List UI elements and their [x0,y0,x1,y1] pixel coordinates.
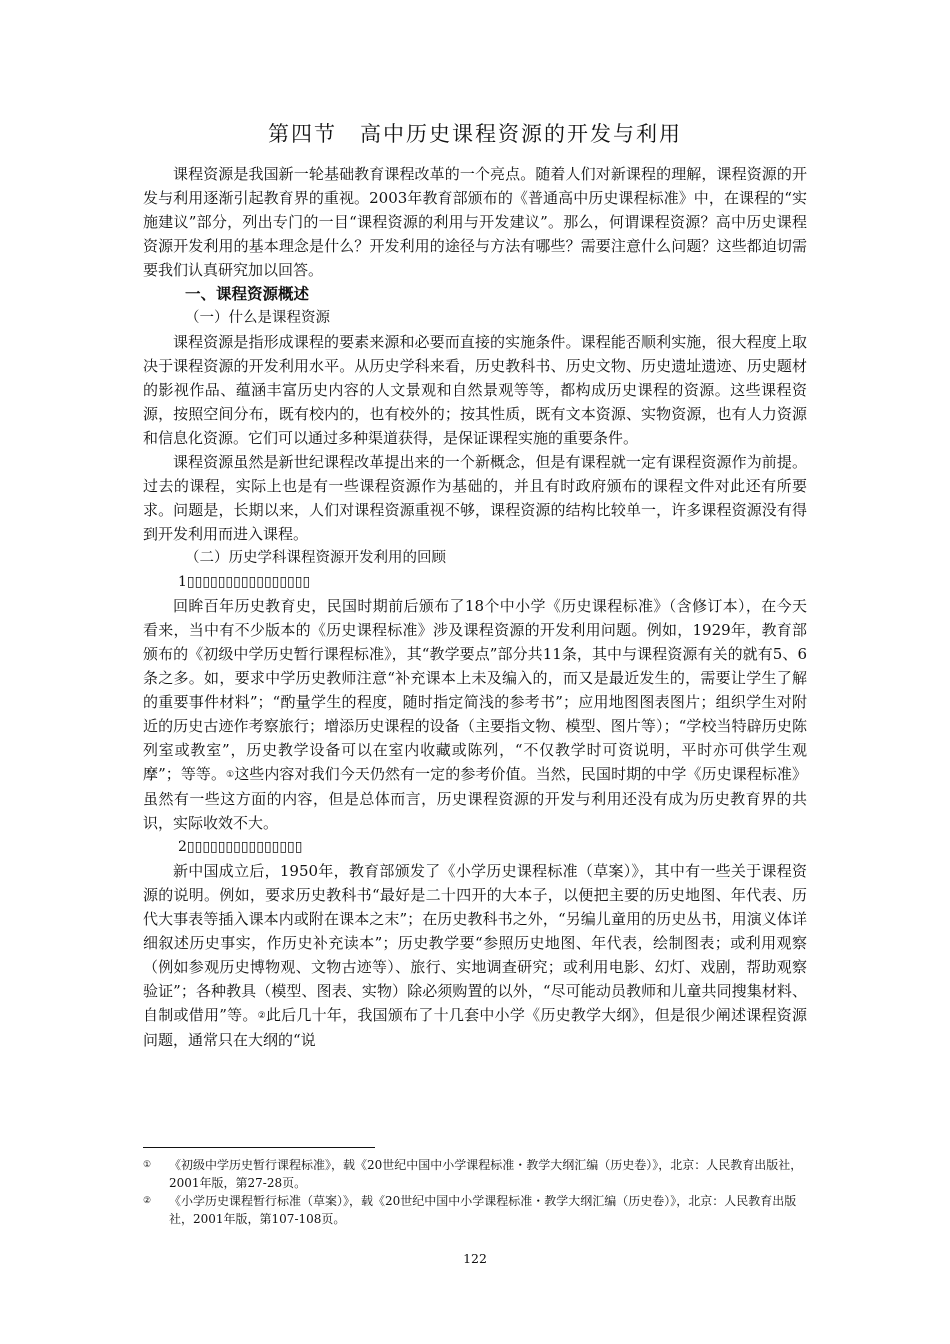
footnote-2-text: 《小学历史课程暂行标准（草案）》，载《20世纪中国中小学课程标准・教学大纲汇编（历史卷）》，北京：人民教育出版社，2001年版，第107-108页。 [169,1194,797,1226]
footnote-1-mark: ① [143,1160,152,1170]
paragraph-concept: 课程资源虽然是新世纪课程改革提出来的一个新概念，但是有课程就一定有课程资源作为前提。过去的课程，实际上也是有一些课程资源作为基础的，并且有时政府颁布的课程文件对此还有所要求。问题是，长期以来，人们对课程资源重视不够，课程资源的结构比较单一，许多课程资源没有得到开发利用而进入课程。 [143,453,807,543]
footnote-1-text: 《初级中学历史暂行课程标准》，载《20世纪中国中小学课程标准・教学大纲汇编（历史卷）》，北京：人民教育出版社，2001年版，第27-28页。 [169,1158,803,1190]
body-text [143,162,807,1052]
footnotes [143,1156,807,1228]
paragraph-republic-era-part2: 这些内容对我们今天仍然有一定的参考价值。当然，民国时期的中学《历史课程标准》虽然有一些这方面的内容，但是总体而言，历史课程资源的开发与利用还没有成为历史教育界的共识，实际收效不大。 [143,765,807,832]
subheading-1-garbled: 1▯▯▯▯▯▯▯▯▯▯▯▯▯▯▯▯ [178,574,311,590]
footnote-1 [143,1156,807,1192]
footnote-2-mark: ② [143,1196,152,1206]
paragraph-definition: 课程资源是指形成课程的要素来源和必要而直接的实施条件。课程能否顺利实施，很大程度上取决于课程资源的开发利用水平。从历史学科来看，历史教科书、历史文物、历史遗址遗迹、历史题材的影视作品、蕴涵丰富历史内容的人文景观和自然景观等等，都构成历史课程的资源。这些课程资源，按照空间分布，既有校内的，也有校外的；按其性质，既有文本资源、实物资源，也有人力资源和信息化资源。它们可以通过多种渠道获得，是保证课程实施的重要条件。 [143,333,807,447]
footnote-ref-1[interactable]: ① [226,770,235,780]
paragraph-republic-era-part1: 回眸百年历史教育史，民国时期前后颁布了18个中小学《历史课程标准》（含修订本），在今天看来，当中有不少版本的《历史课程标准》涉及课程资源的开发利用问题。例如，1929年，教育部颁布的《初级中学历史暂行课程标准》，其“教学要点”部分共11条，其中与课程资源有关的就有5、6条之多。如，要求中学历史教师注意“补充课本上未及编入的，而又是最近发生的，需要让学生了解的重要事件材料”；“酌量学生的程度，随时指定简浅的参考书”；应用地图图表图片；组织学生对附近的历史古迹作考察旅行；增添历史课程的设备（主要指文物、模型、图片等）；“学校当特辟历史陈列室或教室”，历史教学设备可以在室内收藏或陈列，“不仅教学时可资说明，平时亦可供学生观摩”；等等。 [143,597,807,783]
subheading-what-is-course-resource: （一）什么是课程资源 [185,310,330,326]
subheading-review: （二）历史学科课程资源开发利用的回顾 [185,550,446,566]
page-number: 122 [463,1251,487,1266]
paragraph-new-china [143,859,807,1052]
footnote-divider [143,1147,375,1148]
paragraph-new-china-part2: 此后几十年，我国颁布了十几套中小学《历史教学大纲》，但是很少阐述课程资源问题，通常只在大纲的“说 [143,1006,807,1049]
footnote-2 [143,1192,807,1228]
intro-paragraph: 课程资源是我国新一轮基础教育课程改革的一个亮点。随着人们对新课程的理解，课程资源的开发与利用逐渐引起教育界的重视。2003年教育部颁布的《普通高中历史课程标准》中，在课程的“实施建议”部分，列出专门的一目“课程资源的利用与开发建议”。那么，何谓课程资源？高中历史课程资源开发利用的基本理念是什么？开发利用的途径与方法有哪些？需要注意什么问题？这些都迫切需要我们认真研究加以回答。 [143,165,807,279]
section-title: 第四节 高中历史课程资源的开发与利用 [268,122,682,146]
subheading-2-garbled: 2▯▯▯▯▯▯▯▯▯▯▯▯▯▯▯ [178,839,303,855]
heading-course-resource-overview: 一、课程资源概述 [185,285,310,303]
footnote-ref-2[interactable]: ② [257,1011,266,1021]
paragraph-republic-era [143,594,807,835]
paragraph-new-china-part1: 新中国成立后，1950年，教育部颁发了《小学历史课程标准（草案）》，其中有一些关于课程资源的说明。例如，要求历史教科书“最好是二十四开的大本子，以便把主要的历史地图、年代表、历代大事表等插入课本内或附在课本之末”；在历史教科书之外，“另编儿童用的历史丛书，用演义体详细叙述历史事实，作历史补充读本”；历史教学要“参照历史地图、年代表，绘制图表；或利用观察（例如参观历史博物观、文物古迹等）、旅行、实地调查研究；或利用电影、幻灯、戏剧，帮助观察验证”；各种教具（模型、图表、实物）除必须购置的以外，“尽可能动员教师和儿童共同搜集材料、自制或借用”等。 [143,862,807,1024]
